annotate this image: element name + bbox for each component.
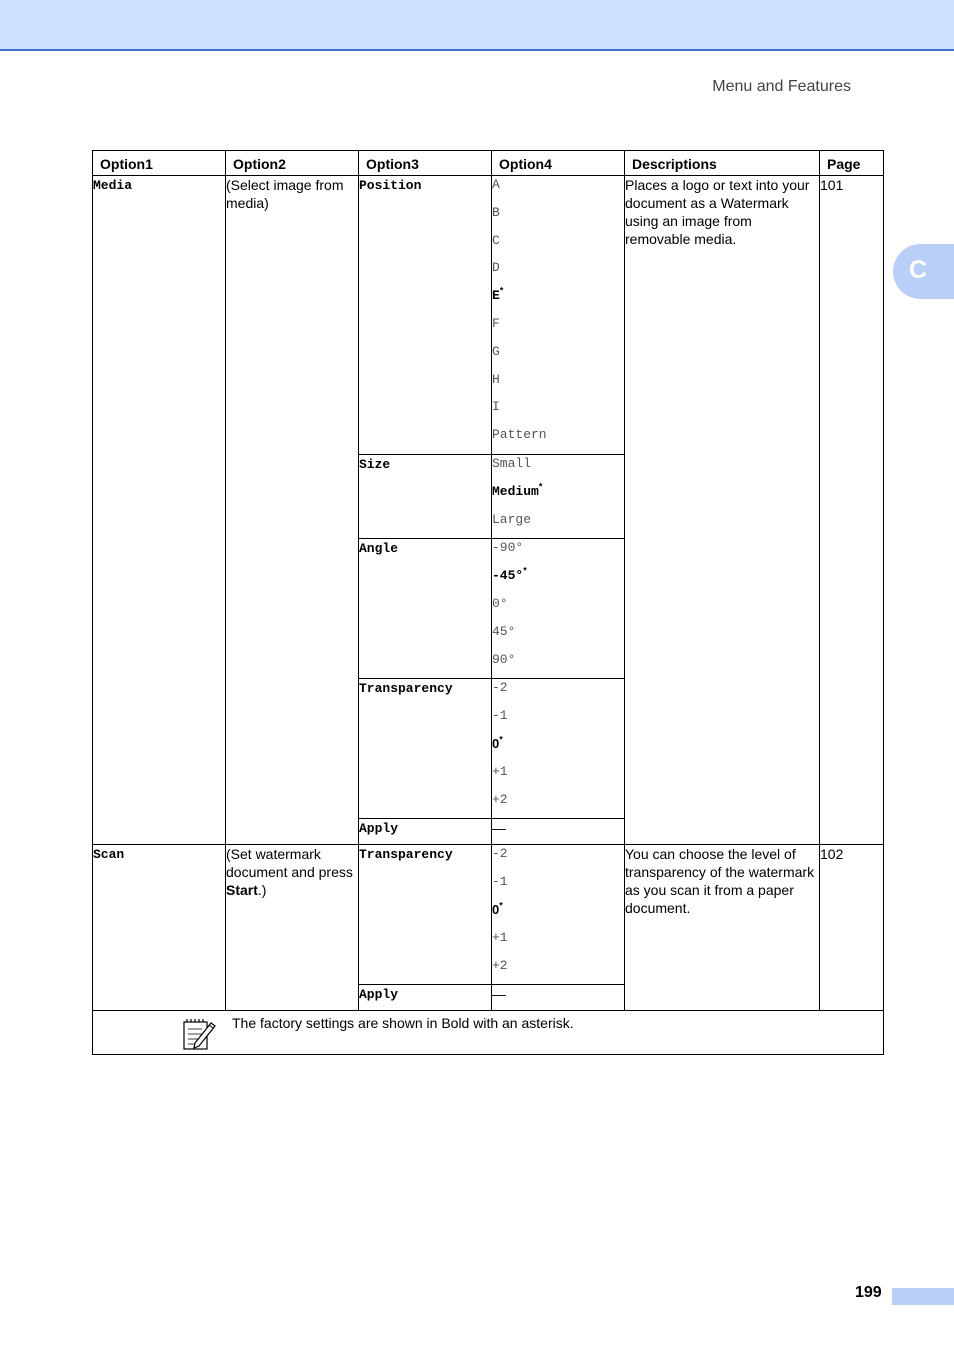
note-text: The factory settings are shown in Bold with an asterisk. xyxy=(232,1015,574,1032)
header-option2: Option2 xyxy=(226,151,359,176)
position-option-h: H xyxy=(492,371,500,387)
page-tab xyxy=(892,1288,954,1305)
scan-option1: Scan xyxy=(93,847,125,863)
angle-option-45: 45° xyxy=(492,623,516,639)
position-option-e-default xyxy=(492,287,624,315)
size-options xyxy=(492,454,625,538)
position-option-pattern: Pattern xyxy=(492,427,547,443)
table-row xyxy=(93,176,884,455)
media-page: 101 xyxy=(820,176,884,845)
scan-apply-value: — xyxy=(492,985,625,1011)
page-number: 199 xyxy=(855,1284,882,1301)
media-transparency-option-0-default xyxy=(492,735,624,763)
media-transparency-options xyxy=(492,679,625,819)
media-transparency-option-0: 0 xyxy=(492,735,500,751)
angle-option-0: 0° xyxy=(492,595,508,611)
default-asterisk: * xyxy=(499,285,504,296)
chapter-letter: C xyxy=(909,256,928,284)
header-page: Page xyxy=(820,151,884,176)
scan-option2 xyxy=(226,845,359,1011)
start-key-label: Start xyxy=(226,882,258,899)
note-row xyxy=(93,1011,884,1055)
angle-option-minus-45: -45° xyxy=(492,568,524,584)
header-option3: Option3 xyxy=(359,151,492,176)
size-label: Size xyxy=(359,456,391,472)
position-option-i: I xyxy=(492,399,500,415)
media-transparency-label-cell xyxy=(359,679,492,819)
table-row xyxy=(93,845,884,985)
position-option-d: D xyxy=(492,260,500,276)
default-asterisk: * xyxy=(499,900,503,911)
scan-transparency-option-minus-2: -2 xyxy=(492,846,508,862)
scan-transparency-label: Transparency xyxy=(359,847,453,863)
scan-transparency-option-plus-1: +1 xyxy=(492,929,508,945)
default-asterisk: * xyxy=(538,481,543,492)
position-option-a: A xyxy=(492,177,500,192)
size-label-cell xyxy=(359,454,492,538)
scan-transparency-option-minus-1: -1 xyxy=(492,874,508,890)
position-option-c: C xyxy=(492,232,500,248)
media-transparency-option-minus-2: -2 xyxy=(492,680,508,696)
header-option1: Option1 xyxy=(93,151,226,176)
media-transparency-label: Transparency xyxy=(359,681,453,697)
header-descriptions: Descriptions xyxy=(625,151,820,176)
default-asterisk: * xyxy=(499,734,503,745)
scan-page: 102 xyxy=(820,845,884,1011)
media-apply-value: — xyxy=(492,819,625,845)
note-pencil-icon xyxy=(181,1017,217,1051)
menu-table xyxy=(92,150,884,1055)
angle-option-minus-90: -90° xyxy=(492,540,524,556)
position-label-cell xyxy=(359,176,492,455)
media-option1: Media xyxy=(93,178,133,193)
size-option-small: Small xyxy=(492,455,532,471)
top-band xyxy=(0,0,954,51)
size-option-large: Large xyxy=(492,511,532,527)
default-asterisk: * xyxy=(523,565,527,576)
scan-transparency-option-plus-2: +2 xyxy=(492,957,508,973)
scan-transparency-option-0-default xyxy=(492,901,624,929)
position-option-e: E xyxy=(492,288,500,304)
position-options xyxy=(492,176,625,455)
scan-option1-cell xyxy=(93,845,226,1011)
chapter-tab xyxy=(893,244,954,299)
position-option-b: B xyxy=(492,204,500,220)
media-description: Places a logo or text into your document as a Watermark using an image from removable media. xyxy=(625,176,820,845)
header-row xyxy=(93,151,884,176)
scan-apply-label: Apply xyxy=(359,987,399,1003)
note xyxy=(93,1011,883,1054)
media-transparency-option-minus-1: -1 xyxy=(492,708,508,724)
angle-option-90: 90° xyxy=(492,651,516,667)
media-transparency-option-plus-2: +2 xyxy=(492,791,508,807)
scan-option2-end: .) xyxy=(257,882,267,899)
media-apply-label-cell xyxy=(359,819,492,845)
media-option1-cell xyxy=(93,176,226,845)
angle-option-minus-45-default xyxy=(492,567,624,595)
angle-label-cell xyxy=(359,539,492,679)
scan-apply-label-cell xyxy=(359,985,492,1011)
scan-transparency-option-0: 0 xyxy=(492,901,500,917)
size-option-medium: Medium xyxy=(492,483,539,499)
size-option-medium-default xyxy=(492,483,624,511)
scan-option2-text: (Set watermark document and press xyxy=(226,846,353,881)
media-apply-label: Apply xyxy=(359,821,399,837)
position-label: Position xyxy=(359,178,422,193)
angle-label: Angle xyxy=(359,541,399,557)
media-transparency-option-plus-1: +1 xyxy=(492,763,508,779)
scan-transparency-label-cell xyxy=(359,845,492,985)
angle-options xyxy=(492,539,625,679)
media-option2: (Select image from media) xyxy=(226,176,359,845)
running-head: Menu and Features xyxy=(712,78,851,95)
header-option4: Option4 xyxy=(492,151,625,176)
scan-description: You can choose the level of transparency of the watermark as you scan it from a paper document. xyxy=(625,845,820,1011)
note-cell xyxy=(93,1011,884,1055)
position-option-g: G xyxy=(492,343,500,359)
scan-transparency-options xyxy=(492,845,625,985)
position-option-f: F xyxy=(492,315,500,331)
